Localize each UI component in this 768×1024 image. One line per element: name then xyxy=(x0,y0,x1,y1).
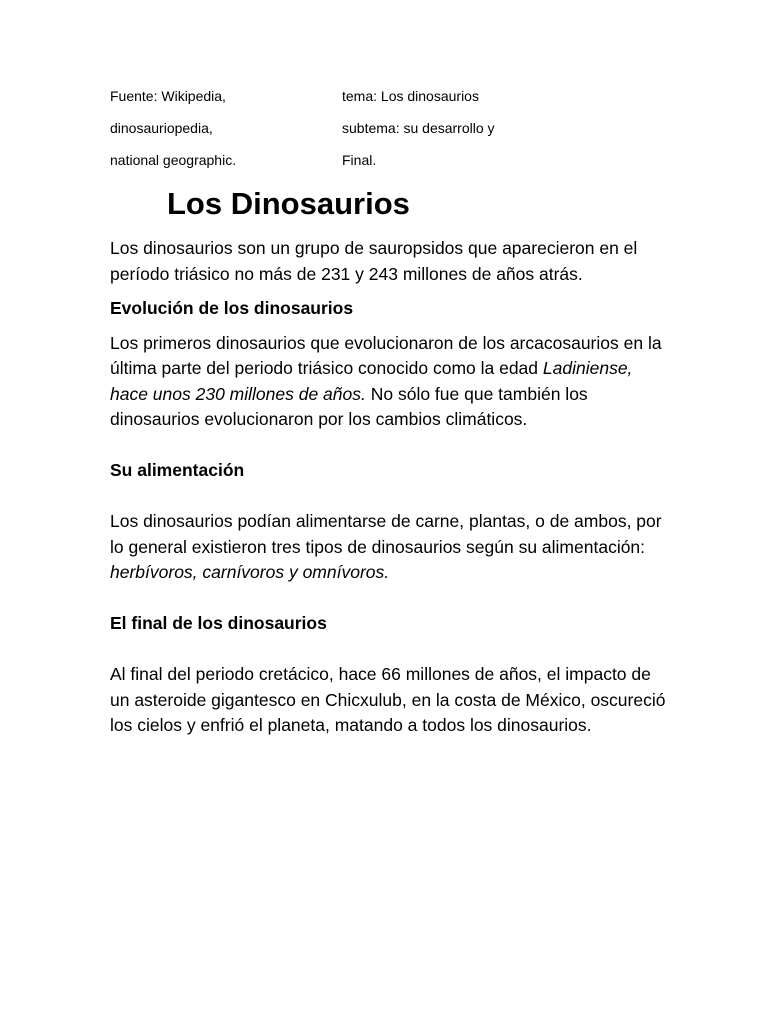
evolucion-text: Los primeros dinosaurios que evolucionaron de los arcacosaurios en la última parte del periodo triásico conocido como la edad xyxy=(110,332,662,378)
header-row xyxy=(110,150,670,182)
topic-line: tema: Los dinosaurios xyxy=(342,88,479,104)
section-heading-final: El final de los dinosaurios xyxy=(110,613,327,633)
source-line: Fuente: Wikipedia, xyxy=(110,88,226,104)
source-header xyxy=(110,86,670,182)
final-paragraph: Al final del periodo cretácico, hace 66 millones de años, el impacto de un asteroide gigantesco en Chicxulub, en la costa de México, oscureció los cielos y enfrió el planeta, matando a todos los dinosaurios. xyxy=(110,664,666,735)
evolucion-italic-text: Ladiniense, hace unos 230 millones de años. xyxy=(110,358,633,404)
document-title: Los Dinosaurios xyxy=(167,186,410,221)
document-body xyxy=(110,236,670,739)
intro-paragraph: Los dinosaurios son un grupo de sauropsidos que aparecieron en el período triásico no más de 231 y 243 millones de años atrás. xyxy=(110,238,638,284)
evolucion-paragraph xyxy=(110,331,670,433)
header-row xyxy=(110,118,670,150)
subtopic-line: subtema: su desarrollo y xyxy=(342,120,495,136)
alimentacion-text: Los dinosaurios podían alimentarse de carne, plantas, o de ambos, por lo general existieron tres tipos de dinosaurios según su alimentación: xyxy=(110,511,662,557)
source-line: dinosauriopedia, xyxy=(110,120,213,136)
section-heading-evolucion: Evolución de los dinosaurios xyxy=(110,298,354,318)
section-heading-alimentacion: Su alimentación xyxy=(110,460,245,480)
evolucion-text-end: No sólo fue que también los dinosaurios evolucionaron por los cambios climáticos. xyxy=(110,383,588,429)
alimentacion-paragraph xyxy=(110,509,670,586)
header-row xyxy=(110,86,670,118)
alimentacion-italic-text: herbívoros, carnívoros y omnívoros. xyxy=(110,562,390,582)
subtopic-line: Final. xyxy=(342,152,377,168)
source-line: national geographic. xyxy=(110,152,237,168)
